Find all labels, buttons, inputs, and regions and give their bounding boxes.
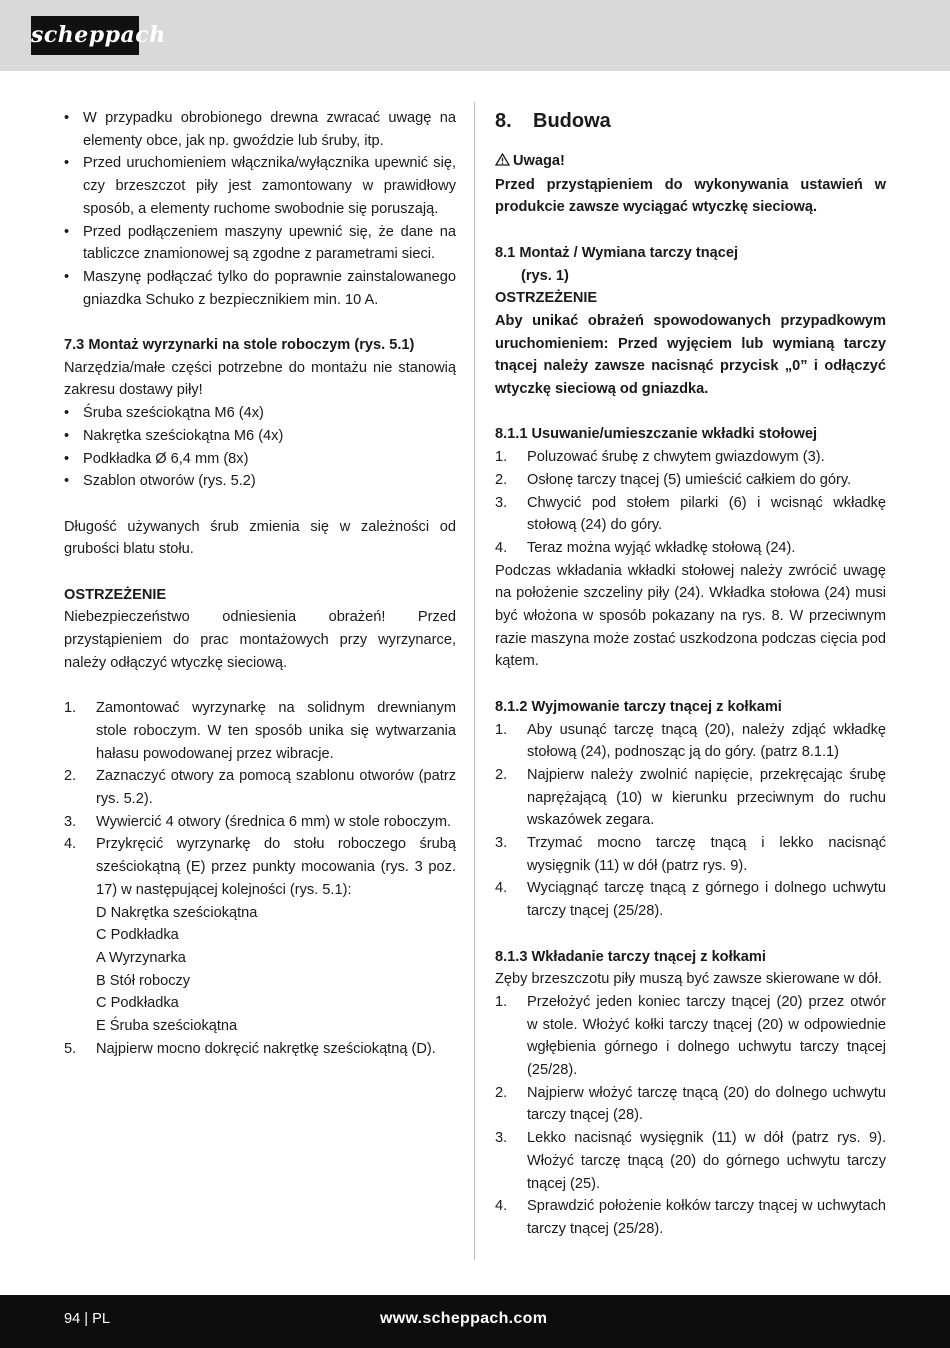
- warning-text: Aby unikać obrażeń spowodowanych przypadkowym uruchomieniem: Przed wyjęciem lub wymianą tarczy tnącej należy zawsze nacisnąć przycisk „0” i odłączyć wtyczkę sieciową od gniazdka.: [495, 312, 886, 398]
- list-item: [495, 877, 886, 922]
- list-item: [495, 1082, 886, 1127]
- step-number: 1.: [495, 449, 508, 466]
- warning-text: Niebezpieczeństwo odniesienia obrażeń! Przed przystąpieniem do prac montażowych przy wyrzynarce, należy odłączyć wtyczkę sieciową.: [64, 609, 456, 671]
- caution-text: Przed przystąpieniem do wykonywania ustawień w produkcie zawsze wyciągać wtyczkę sieciową.: [495, 176, 886, 216]
- section-heading: 8.1 Montaż / Wymiana tarczy tnącej: [495, 244, 739, 261]
- step-number: 5.: [64, 1040, 77, 1057]
- language-code: PL: [92, 1311, 111, 1327]
- step-number: 4.: [495, 880, 508, 897]
- list-item: [64, 1038, 456, 1061]
- list-item: [64, 765, 456, 810]
- sequence-item: C Podkładka: [96, 995, 179, 1012]
- paragraph: Długość używanych śrub zmienia się w zależności od grubości blatu stołu.: [64, 518, 456, 558]
- column-divider: [474, 102, 475, 1260]
- section-heading-cont: (rys. 1): [521, 267, 569, 284]
- list-item: • Przed podłączeniem maszyny upewnić się, że dane na tabliczce znamionowej są zgodne z parametrami sieci.: [64, 221, 456, 266]
- step-text: Aby usunąć tarczę tnącą (20), należy zdjąć wkładkę stołową (24), podnosząc ją do góry. (patrz 8.1.1): [527, 721, 886, 761]
- step-number: 2.: [64, 768, 77, 785]
- step-number: 3.: [64, 813, 77, 830]
- step-number: 4.: [495, 1198, 508, 1215]
- caution-label: Uwaga!: [513, 153, 565, 169]
- step-text: Przykręcić wyrzynarkę do stołu roboczego śrubą sześciokątną (E) przez punkty mocowania (rys. 3 poz. 17) w następującej kolejności (rys. 5.1):: [96, 836, 456, 898]
- page-footer: [0, 1295, 950, 1348]
- list-item: • Maszynę podłączać tylko do poprawnie zainstalowanego gniazdka Schuko z bezpiecznikiem min. 10 A.: [64, 266, 456, 311]
- step-number: 3.: [495, 835, 508, 852]
- sequence-item: C Podkładka: [96, 927, 179, 944]
- list-item: • Nakrętka sześciokątna M6 (4x): [64, 425, 456, 448]
- steps-813: [495, 991, 886, 1241]
- sequence-item: D Nakrętka sześciokątna: [96, 904, 258, 921]
- steps-812: [495, 719, 886, 923]
- page-separator: |: [84, 1311, 89, 1327]
- step-number: 4.: [64, 836, 77, 853]
- list-item: [64, 833, 456, 1037]
- safety-bullets: [64, 107, 456, 311]
- step-text: Najpierw należy zwolnić napięcie, przekręcając śrubę naprężającą (10) w kierunku przeciwnym do ruchu wskazówek zegara.: [527, 766, 886, 829]
- list-item: [495, 764, 886, 832]
- right-column: [495, 107, 886, 1241]
- list-item: • Podkładka Ø 6,4 mm (8x): [64, 448, 456, 471]
- step-text: Trzymać mocno tarczę tnącą i lekko nacisnąć wysięgnik (11) w dół (patrz rys. 9).: [527, 835, 886, 874]
- sequence-item: B Stół roboczy: [96, 972, 191, 989]
- list-item: [495, 719, 886, 764]
- list-item: [495, 492, 886, 537]
- chapter-heading: [495, 108, 886, 134]
- assembly-steps: [64, 697, 456, 1060]
- caution-heading: [495, 150, 886, 174]
- step-number: 2.: [495, 1084, 508, 1101]
- list-item: [64, 811, 456, 834]
- step-text: Osłonę tarczy tnącej (5) umieścić całkiem do góry.: [527, 471, 852, 488]
- sequence-item: A Wyrzynarka: [96, 949, 186, 966]
- chapter-title: Budowa: [533, 110, 611, 132]
- list-item: • Szablon otworów (rys. 5.2): [64, 470, 456, 493]
- warning-heading: OSTRZEŻENIE: [64, 586, 167, 603]
- step-text: Zaznaczyć otwory za pomocą szablonu otworów (patrz rys. 5.2).: [96, 768, 456, 808]
- step-number: 2.: [495, 471, 508, 488]
- step-text: Poluzować śrubę z chwytem gwiazdowym (3).: [527, 449, 825, 466]
- step-number: 4.: [495, 539, 508, 556]
- step-number: 2.: [495, 766, 508, 783]
- step-text: Najpierw mocno dokręcić nakrętkę sześciokątną (D).: [96, 1040, 436, 1057]
- parts-list: [64, 402, 456, 493]
- warning-triangle-icon: [495, 151, 510, 174]
- chapter-number: 8.: [495, 110, 512, 132]
- list-item: • W przypadku obrobionego drewna zwracać uwagę na elementy obce, jak np. gwoździe lub śruby, itp.: [64, 107, 456, 152]
- page-header: [0, 0, 950, 71]
- page-number: 94: [64, 1311, 81, 1327]
- paragraph: Narzędzia/małe części potrzebne do montażu nie stanowią zakresu dostawy piły!: [64, 359, 456, 399]
- list-item: • Przed uruchomieniem włącznika/wyłącznika upewnić się, czy brzeszczot piły jest zamontowany w prawidłowy sposób, a elementy ruchome swobodnie się poruszają.: [64, 152, 456, 220]
- list-item: [495, 446, 886, 469]
- step-text: Sprawdzić położenie kołków tarczy tnącej w uchwytach tarczy tnącej (25/28).: [527, 1198, 886, 1237]
- section-heading: 8.1.2 Wyjmowanie tarczy tnącej z kołkami: [495, 698, 782, 715]
- list-item: [495, 537, 886, 560]
- brand-logo: scheppach: [31, 16, 139, 55]
- left-column: [64, 107, 456, 1060]
- list-item: [495, 469, 886, 492]
- list-item: [495, 991, 886, 1082]
- step-text: Chwycić pod stołem pilarki (6) i wcisnąć wkładkę stołową (24) do góry.: [527, 494, 886, 534]
- step-text: Lekko nacisnąć wysięgnik (11) w dół (patrz rys. 9). Włożyć tarczę tnącą (20) do górnego uchwytu tarczy tnącej (25).: [527, 1130, 886, 1192]
- step-text: Najpierw włożyć tarczę tnącą (20) do dolnego uchwytu tarczy tnącej (28).: [527, 1084, 886, 1124]
- list-item: • Śruba sześciokątna M6 (4x): [64, 402, 456, 425]
- step-text: Przełożyć jeden koniec tarczy tnącej (20) przez otwór w stole. Włożyć kołki tarczy tnącej (20) w odpowiednie wgłębienia górnego i dolnego uchwytu tarczy tnącej (25/28).: [527, 993, 886, 1079]
- section-heading: 8.1.3 Wkładanie tarczy tnącej z kołkami: [495, 948, 766, 965]
- step-text: Wyciągnąć tarczę tnącą z górnego i dolnego uchwytu tarczy tnącej (25/28).: [527, 880, 886, 920]
- sequence-item: E Śruba sześciokątna: [96, 1018, 238, 1035]
- step-number: 3.: [495, 494, 508, 511]
- step-number: 1.: [495, 721, 508, 738]
- steps-811: [495, 446, 886, 560]
- list-item: [495, 832, 886, 877]
- step-text: Zamontować wyrzynarkę na solidnym drewnianym stole roboczym. W ten sposób unika się wytwarzania hałasu powodowanej przez wibracje.: [96, 700, 456, 762]
- page-number-block: [64, 1295, 110, 1343]
- paragraph: Podczas wkładania wkładki stołowej należy zwrócić uwagę na położenie szczeliny piły (24). Wkładka stołowa (24) musi być włożona w sposób pokazany na rys. 8. W przeciwnym razie maszyna może zostać uszkodzona podczas cięcia pod kątem.: [495, 562, 886, 670]
- warning-heading: OSTRZEŻENIE: [495, 290, 598, 307]
- step-text: Wywiercić 4 otwory (średnica 6 mm) w stole roboczym.: [96, 813, 452, 830]
- step-number: 1.: [64, 700, 77, 717]
- list-item: [495, 1195, 886, 1240]
- step-text: Teraz można wyjąć wkładkę stołową (24).: [527, 539, 796, 556]
- step-number: 1.: [495, 993, 508, 1010]
- section-heading: 7.3 Montaż wyrzynarki na stole roboczym (rys. 5.1): [64, 337, 415, 354]
- section-heading: 8.1.1 Usuwanie/umieszczanie wkładki stołowej: [495, 426, 817, 443]
- website-link[interactable]: www.scheppach.com: [380, 1310, 548, 1327]
- paragraph: Zęby brzeszczotu piły muszą być zawsze skierowane w dół.: [495, 971, 882, 988]
- list-item: [64, 697, 456, 765]
- step-number: 3.: [495, 1130, 508, 1147]
- list-item: [495, 1127, 886, 1195]
